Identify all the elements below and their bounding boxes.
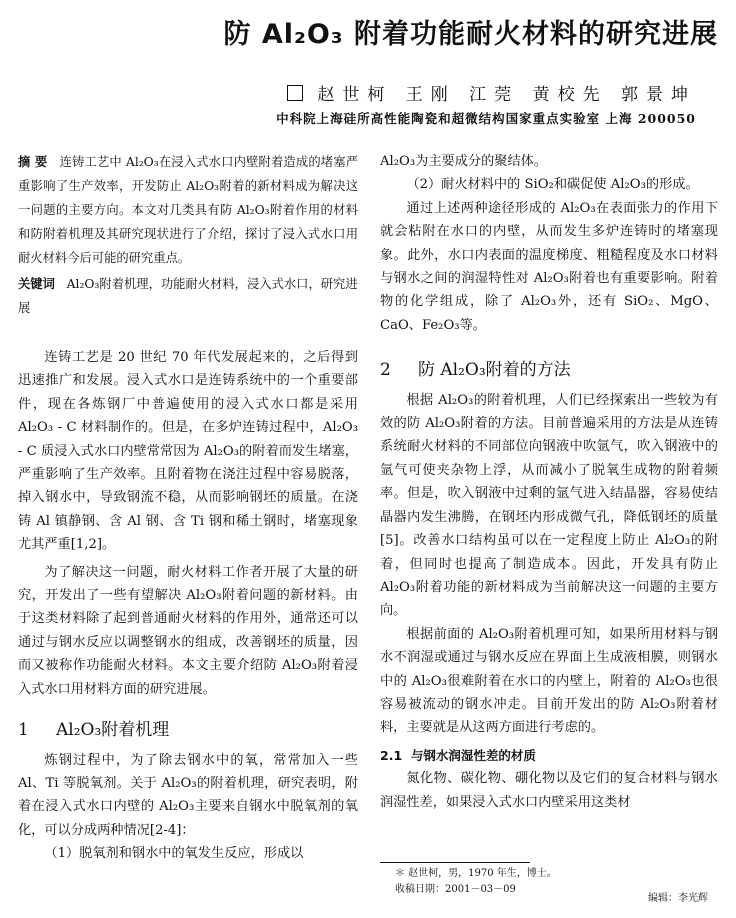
subsection-heading xyxy=(380,744,718,767)
body-paragraph: 根据前面的 Al₂O₃附着机理可知，如果所用材料与钢水不润湿或通过与钢水反应在界面上生成液相膜，则钢水中的 Al₂O₃很难附着在水口的内壁上，附着的 Al₂O₃也很容易被流动的钢水冲走。目前开发出的防 Al₂O₃附着材料，主要就是从这两方面进行考虑的。 xyxy=(380,626,718,736)
paper-title: 防 Al₂O₃ 附着功能耐火材料的研究进展 xyxy=(223,19,718,50)
subsection-title: 与钢水润湿性差的材质 xyxy=(410,747,536,763)
section-heading xyxy=(18,719,358,742)
editor-note: 编辑：李光辉 xyxy=(648,893,708,904)
body-paragraph: 通过上述两种途径形成的 Al₂O₃在表面张力的作用下就会粘附在水口的内壁，从而发生多炉连铸时的堵塞现象。此外，水口内表面的温度梯度、粗糙程度及水口材料与钢水之间的润湿特性对 Al₂O₃附着也有重要影响。附着物的化学组成，除了 Al₂O₃外，还有 SiO₂、MgO、CaO、Fe₂O₃等。 xyxy=(380,200,718,333)
section-number: 1 xyxy=(18,720,29,741)
subsection-number: 2.1 xyxy=(380,747,403,763)
footnote-divider xyxy=(380,862,530,863)
authors: 赵世柯 王刚 江莞 黄校先 郭景坤 xyxy=(317,85,696,105)
section-heading xyxy=(380,359,718,382)
body-paragraph: 根据 Al₂O₃的附着机理，人们已经探索出一些较为有效的防 Al₂O₃附着的方法。目前普遍采用的方法是从连铸系统耐火材料的不同部位向钢液中吹氩气，吹入钢液中的氩气可使夹杂物上浮，从而减小了脱氧生成物的附着频率。但是，吹入钢液中过剩的氩气进入结晶器，容易使结晶器内发生沸腾，在钢坯内形成微气孔，降低钢坯的质量[5]。改善水口结构虽可以在一定程度上防止 Al₂O₃的附着，但同时也提高了制造成本。因此，开发具有防止 Al₂O₃附着功能的新材料成为当前解决这一问题的主要方向。 xyxy=(380,392,718,619)
keywords-label: 关键词 xyxy=(18,277,55,291)
abstract-label: 摘 要 xyxy=(18,155,48,169)
right-column xyxy=(380,150,718,814)
keywords-text: Al₂O₃附着机理，功能耐火材料，浸入式水口，研究进展 xyxy=(18,277,358,315)
body-paragraph: 炼钢过程中，为了除去钢水中的氧，常常加入一些 Al、Ti 等脱氧剂。关于 Al₂O₃的附着机理，研究表明，附着在浸入式水口内壁的 Al₂O₃主要来自钢水中脱氧剂的氧化，可以分成两种情况[2-4]： xyxy=(18,752,358,838)
intro-paragraph: 为了解决这一问题，耐火材料工作者开展了大量的研究，开发出了一些有望解决 Al₂O₃附着问题的新材料。由于这类材料除了起到普通耐火材料的作用外，通常还可以通过与钢水反应以调整钢水的组成，改善钢坯的质量，因而又被称作功能耐火材料。本文主要介绍防 Al₂O₃附着浸入式水口用材料方面的研究进展。 xyxy=(18,564,358,697)
footnote-received: 收稿日期：2001－03－09 xyxy=(395,884,516,895)
author-line xyxy=(287,80,696,105)
section-title: 防 Al₂O₃附着的方法 xyxy=(418,360,571,381)
body-paragraph: Al₂O₃为主要成分的聚结体。 xyxy=(380,154,547,169)
left-column xyxy=(18,150,358,866)
intro-paragraph: 连铸工艺是 20 世纪 70 年代发展起来的，之后得到迅速推广和发展。浸入式水口是连铸系统中的一个重要部件，现在各炼钢厂中普遍使用的浸入式水口都是采用 Al₂O₃ - C 材料制作的。但是，在多炉连铸过程中，Al₂O₃ - C 质浸入式水口内壁常常因为 Al₂O₃的附着而发生堵塞，严重影响了生产效率。且附着物在浇注过程中容易脱落，掉入钢水中，导致钢流不稳，从而影响钢坯的质量。在浇铸 Al 镇静钢、含 Al 钢、含 Ti 钢和稀土钢时，堵塞现象尤其严重[1,2]。 xyxy=(18,350,358,553)
square-marker-icon xyxy=(287,85,303,101)
body-paragraph: （1）脱氧剂和钢水中的氧发生反应，形成以 xyxy=(44,846,304,862)
footnote-author: ＊ 赵世柯，男，1970 年生，博士。 xyxy=(395,868,557,879)
section-title: Al₂O₃附着机理 xyxy=(56,720,170,741)
body-paragraph: （2）耐火材料中的 SiO₂和碳促使 Al₂O₃的形成。 xyxy=(406,177,699,193)
section-number: 2 xyxy=(380,360,391,381)
abstract-text: 连铸工艺中 Al₂O₃在浸入式水口内壁附着造成的堵塞严重影响了生产效率，开发防止 Al₂O₃附着的新材料成为解决这一问题的主要方向。本文对几类具有防 Al₂O₃附着作用的材料和防附着机理及其研究现状进行了介绍，探讨了浸入式水口用耐火材料今后可能的研究重点。 xyxy=(18,155,358,265)
keywords xyxy=(18,272,358,320)
footnote xyxy=(395,866,557,898)
abstract xyxy=(18,150,358,270)
body-paragraph: 氮化物、碳化物、硼化物以及它们的复合材料与钢水润湿性差，如果浸入式水口内壁采用这类材 xyxy=(380,771,718,810)
affiliation: 中科院上海硅所高性能陶瓷和超微结构国家重点实验室 上海 200050 xyxy=(276,111,696,126)
